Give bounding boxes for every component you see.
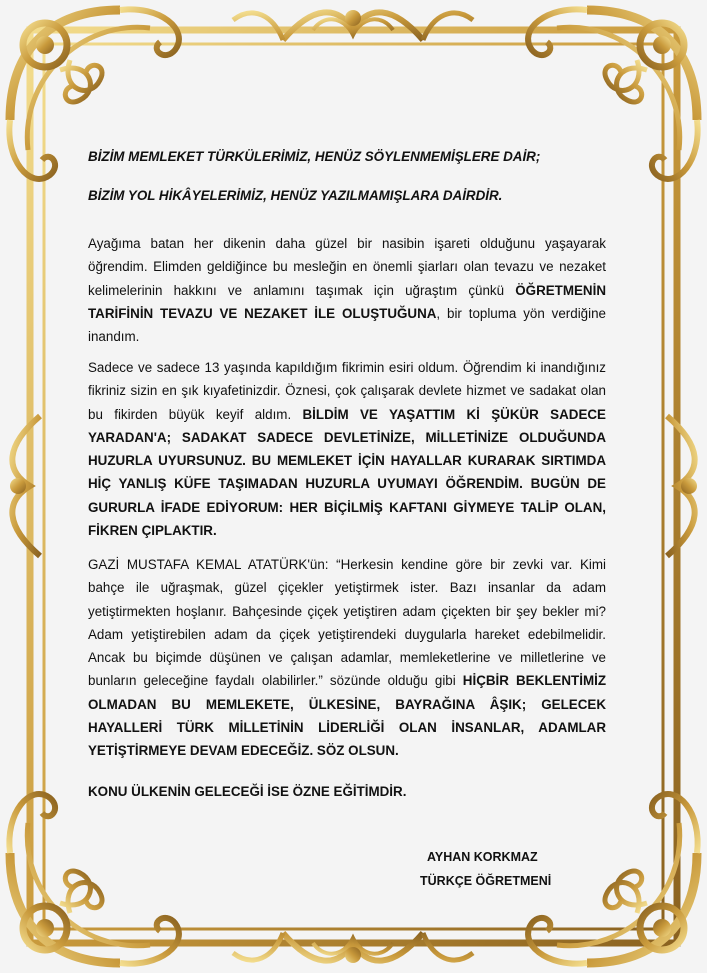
p1-text: Ayağıma batan her dikenin daha güzel bir nasibin işareti olduğunu yaşayarak öğrendim. Elimden geldiğince bu mesleğin en önemli şiarları olan tevazu ve nezaket kelimelerinin hakkını ve anlamını taşımak için uğraştım çünkü	[88, 236, 606, 298]
heading-2: BİZİM YOL HİKÂYELERİMİZ, HENÜZ YAZILMAMIŞLARA DAİRDİR.	[88, 188, 503, 203]
closing-line: KONU ÜLKENİN GELECEĞİ İSE ÖZNE EĞİTİMDİR.	[88, 784, 407, 799]
heading-1: BİZİM MEMLEKET TÜRKÜLERİMİZ, HENÜZ SÖYLENMEMİŞLERE DAİR;	[88, 149, 541, 164]
paragraph-3	[88, 553, 606, 763]
p3-bold: HİÇBİR BEKLENTİMİZ OLMADAN BU MEMLEKETE, ÜLKESİNE, BAYRAĞINA ÂŞIK; GELECEK HAYALLERİ TÜRK MİLLETİNİN LİDERLİĞİ OLAN İNSANLAR, ADAMLAR YETİŞTİRMEYE DEVAM EDECEĞİZ. SÖZ OLSUN.	[88, 673, 606, 759]
signature-name: AYHAN KORKMAZ	[427, 850, 538, 864]
p2-text: Sadece ve sadece 13 yaşında kapıldığım fikrimin esiri oldum. Öğrendim ki inandığınız fikriniz sizin en şık kıyafetinizdir. Öznesi, çok çalışarak devlete hizmet ve sadakat olan bu fikirden büyük keyif aldım.	[88, 360, 606, 422]
p2-bold: BİLDİM VE YAŞATTIM Kİ ŞÜKÜR SADECE YARADAN'A; SADAKAT SADECE DEVLETİNİZE, MİLLETİNİZE OLDUĞUNDA HUZURLA UYURSUNUZ. BU MEMLEKET İÇİN HAYALLAR KURARAK SIRTIMDA HİÇ YANLIŞ KÜFE TAŞIMADAN HUZURLA UYUMAYI ÖĞRENDİM. BUGÜN DE GURURLA İFADE EDİYORUM: HER BİÇİLMİŞ KAFTANI GİYMEYE TALİP OLAN, FİKREN ÇIPLAKTIR.	[88, 406, 606, 539]
p3-text: GAZİ MUSTAFA KEMAL ATATÜRK'ün: “Herkesin kendine göre bir zevki var. Kimi bahçe ile uğraşmak, güzel çiçekler yetiştirmek ister. Bazı insanlar da adam yetiştirmekten hoşlanır. Bahçesinde çiçek yetiştiren adam çiçekten bir şey bekler mi? Adam yetiştirebilen adam da çiçek yetiştirendeki duygularla hareket edebilmelidir. Ancak bu biçimde düşünen ve çalışan adamlar, memleketlerine ve milletlerine ve bunların geleceğine faydalı olabilirler.” sözünde olduğu gibi	[88, 557, 606, 689]
paragraph-2	[88, 356, 606, 542]
paragraph-1	[88, 232, 606, 348]
p1-text-end: , bir topluma yön verdiğine inandım.	[88, 305, 606, 345]
p1-bold: ÖĞRETMENİN TARİFİNİN TEVAZU VE NEZAKET İLE OLUŞTUĞUNA	[88, 282, 606, 321]
signature-title: TÜRKÇE ÖĞRETMENİ	[420, 874, 552, 888]
